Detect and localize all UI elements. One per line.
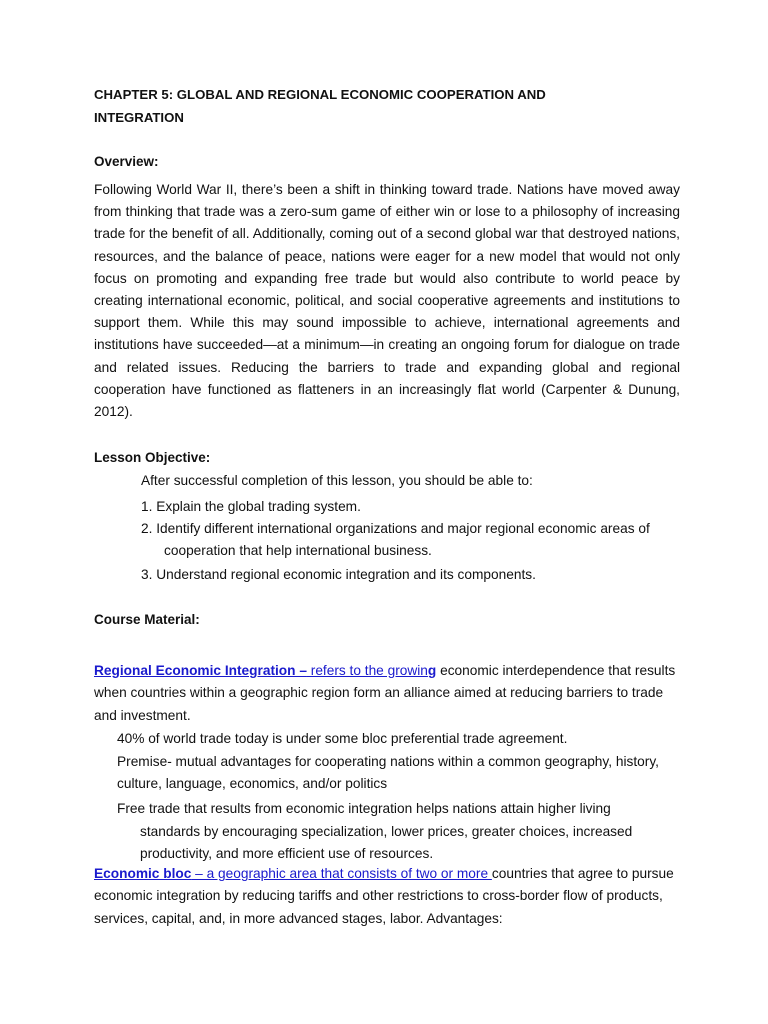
overview-heading: Overview: (94, 154, 159, 169)
bullet-item-1-continuation: Premise- mutual advantages for cooperating nations within a common geography, history, culture, language, economics, and/or politics (117, 753, 659, 792)
lesson-objective-intro: After successful completion of this lesson, you should be able to: (141, 473, 533, 488)
economic-bloc-paragraph (94, 863, 680, 930)
chapter-title-line-1: CHAPTER 5: GLOBAL AND REGIONAL ECONOMIC COOPERATION AND (94, 87, 546, 102)
objective-item-2-line-2: cooperation that help international business. (164, 543, 432, 559)
economic-bloc-term-link[interactable]: Economic bloc (94, 866, 192, 881)
regional-integration-definition-link[interactable]: refers to the growin (306, 663, 428, 678)
bullet-item-1 (117, 728, 687, 796)
objective-item-3: 3. Understand regional economic integration and its components. (141, 567, 536, 582)
regional-integration-text: economic interdependence that results when countries within a geographic region form an alliance aimed at reducing barriers to trade and investment. (94, 663, 676, 723)
objective-item-2-line-1: 2. Identify different international organizations and major regional economic areas of (141, 521, 650, 536)
bullet-item-2-text: Free trade that results from economic integration helps nations attain higher living (117, 801, 611, 816)
regional-integration-paragraph (94, 660, 680, 727)
course-material-heading: Course Material: (94, 612, 200, 627)
economic-bloc-text: countries that agree to pursue economic integration by reducing tariffs and other restrictions to cross-border flow of products, services, capital, and, in more advanced stages, labor. Advantages: (94, 866, 674, 926)
overview-paragraph: Following World War II, there’s been a shift in thinking toward trade. Nations have moved away from thinking that trade was a zero-sum game of either win or lose to a philosophy of increasing trade for the benefit of all. Additionally, coming out of a second global war that destroyed nations, resources, and the balance of peace, nations were eager for a new model that would not only focus on promoting and expanding free trade but would also contribute to world peace by creating international economic, political, and social cooperative agreements and institutions to support them. While this may sound impossible to achieve, international agreements and institutions have succeeded—at a minimum—in creating an ongoing forum for dialogue on trade and related issues. Reducing the barriers to trade and expanding global and regional cooperation have functioned as flatteners in an increasingly flat world (Carpenter & Dunung, 2012). (94, 182, 680, 420)
objective-item-1: 1. Explain the global trading system. (141, 499, 361, 514)
chapter-title-line-2: INTEGRATION (94, 109, 184, 125)
objective-item-2 (141, 518, 681, 562)
bullet-item-2 (117, 798, 687, 866)
regional-integration-term-link[interactable]: Regional Economic Integration – (94, 663, 307, 678)
lesson-objective-heading: Lesson Objective: (94, 450, 211, 465)
bullet-item-2-continuation: standards by encouraging specialization, lower prices, greater choices, increased productivity, and more efficient use of resources. (140, 823, 633, 862)
chapter-title (94, 84, 680, 129)
bullet-item-1-text: 40% of world trade today is under some bloc preferential trade agreement. (117, 731, 568, 746)
regional-integration-definition-link-end[interactable]: g (427, 663, 437, 678)
economic-bloc-definition-link[interactable]: – a geographic area that consists of two or more (191, 866, 492, 881)
